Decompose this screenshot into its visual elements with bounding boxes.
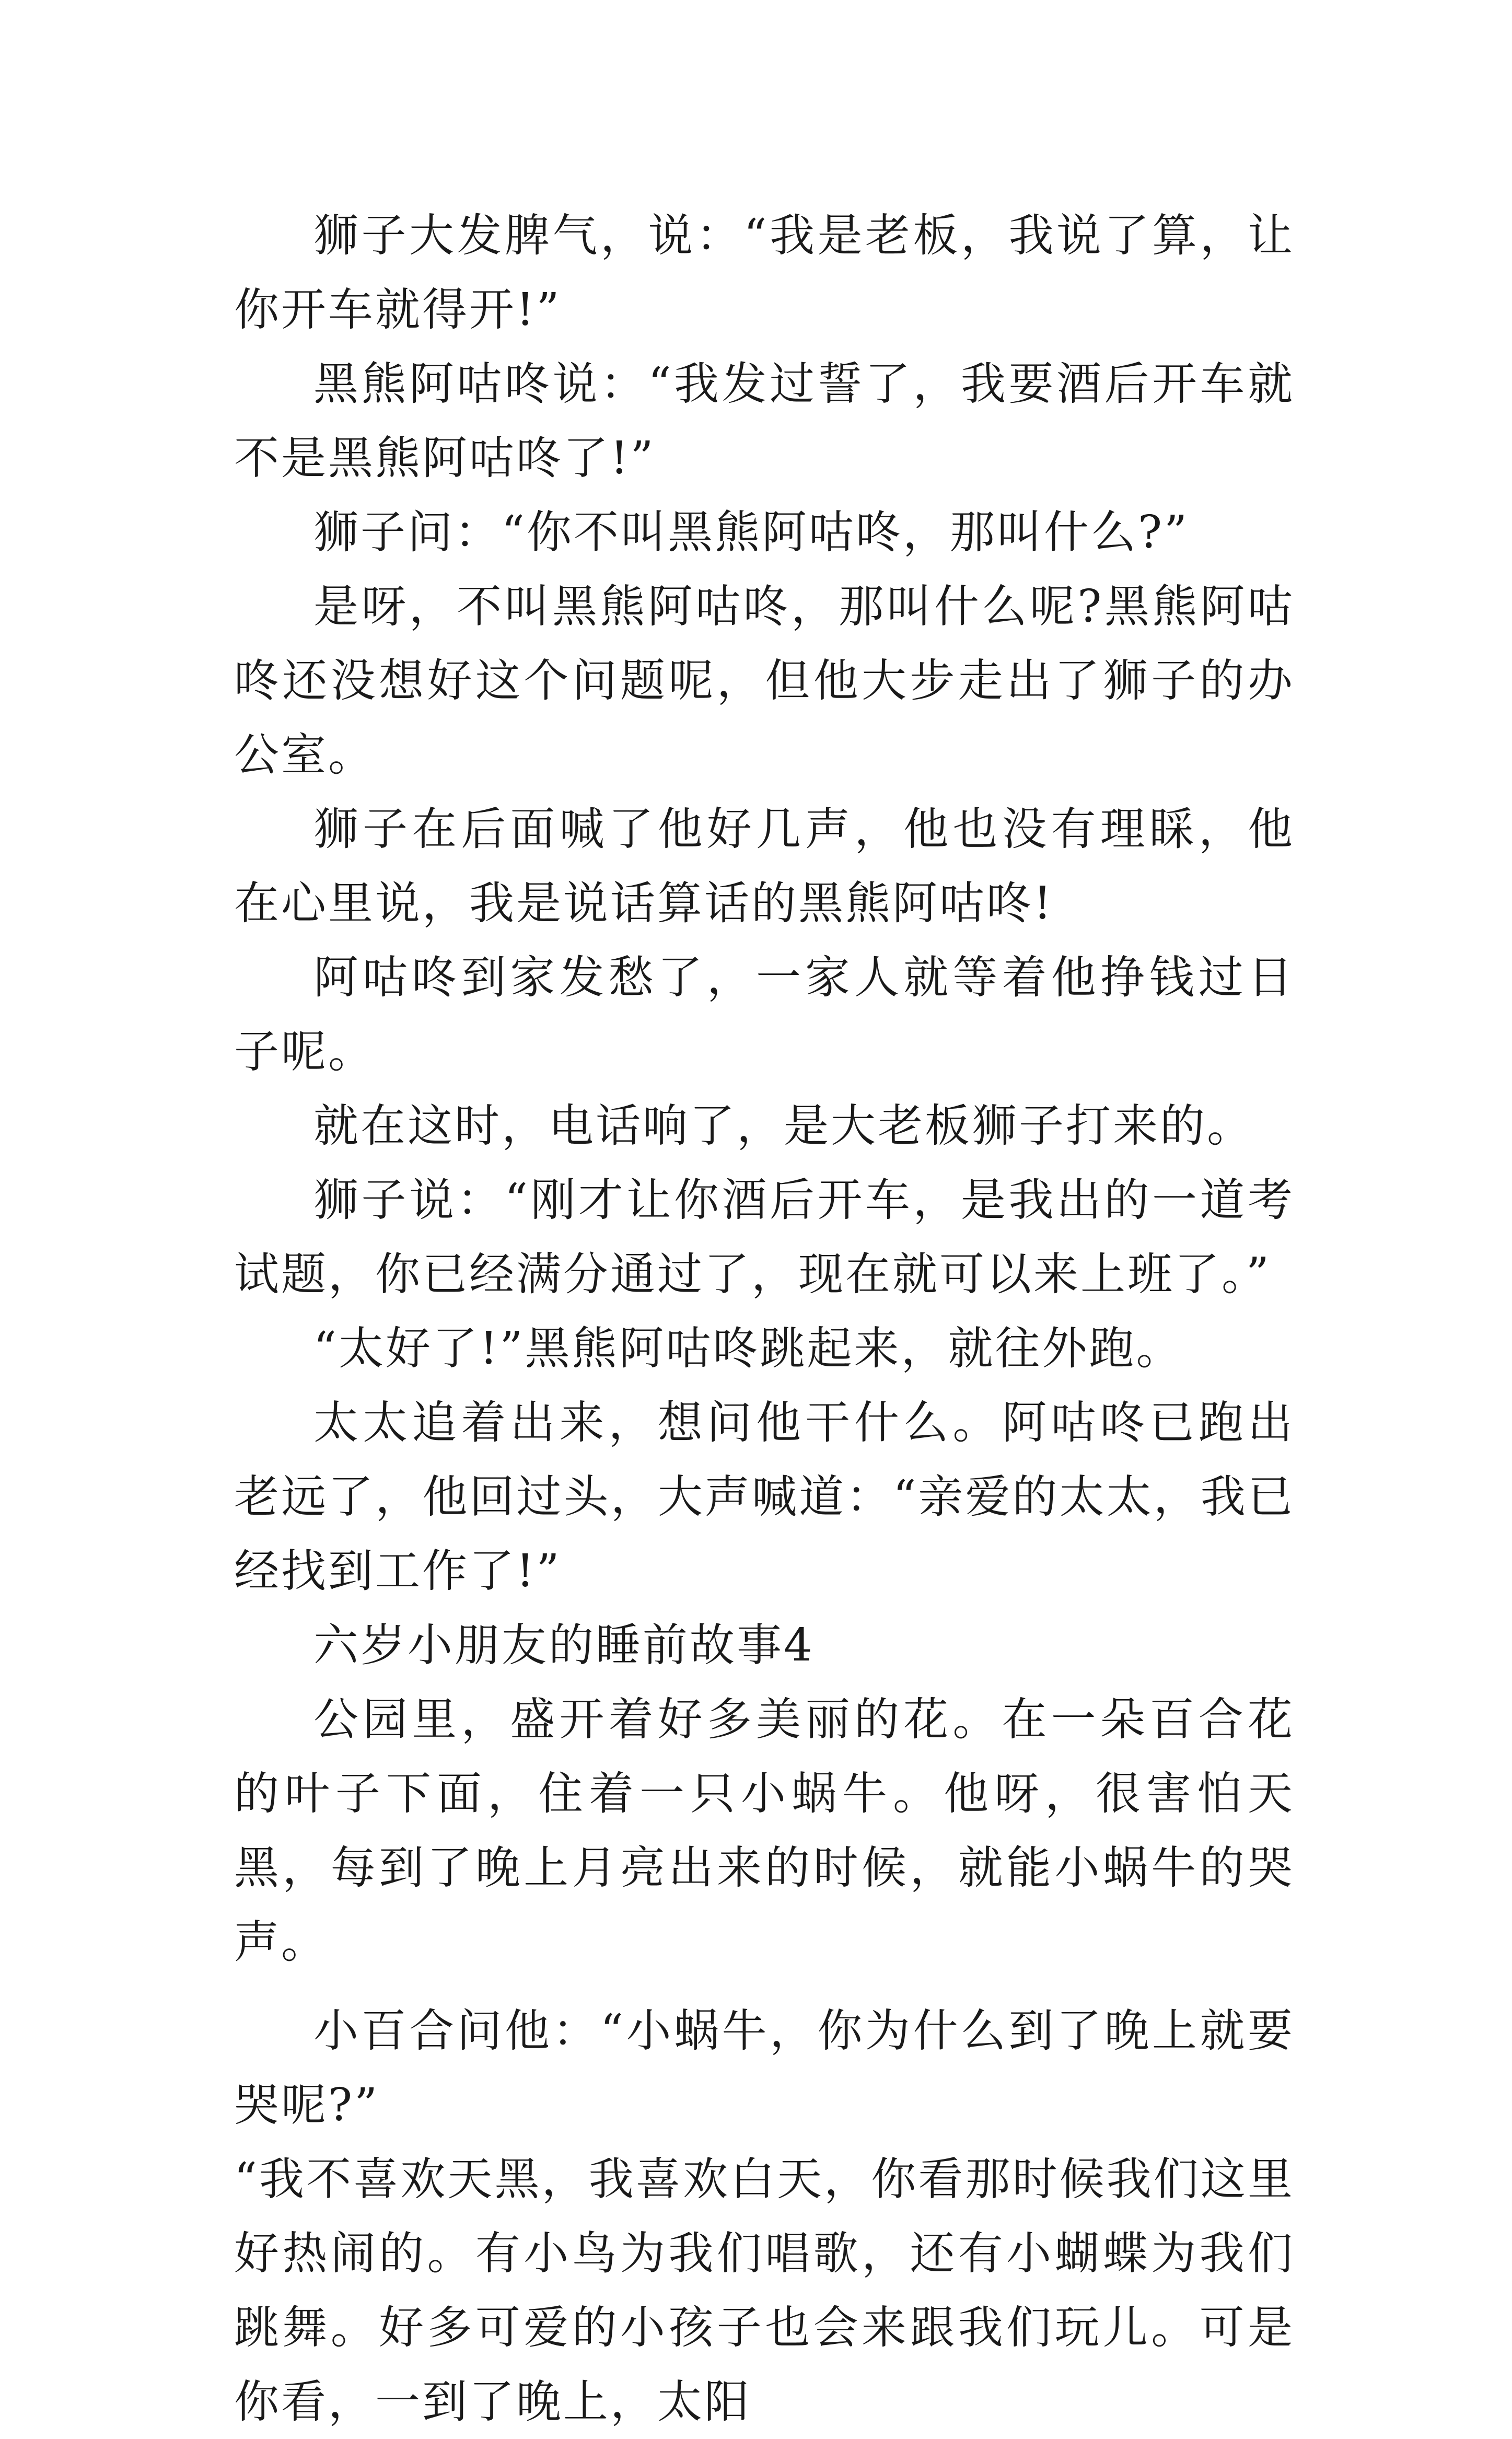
paragraph: 狮子在后面喊了他好几声，他也没有理睬，他在心里说，我是说话算话的黑熊阿咕咚! [234,803,1295,930]
paragraph: 黑熊阿咕咚说：“我发过誓了，我要酒后开车就不是黑熊阿咕咚了!” [234,358,1295,484]
section-heading: 六岁小朋友的睡前故事4 [313,1619,815,1671]
paragraph: 公园里，盛开着好多美丽的花。在一朵百合花的叶子下面，住着一只小蜗牛。他呀，很害怕天黑，每到了晚上月亮出来的时候，就能小蜗牛的哭声。 [234,1693,1295,1968]
paragraph: 狮子大发脾气，说：“我是老板，我说了算，让你开车就得开!” [234,210,1295,336]
paragraph: 狮子说：“刚才让你酒后开车，是我出的一道考试题，你已经满分通过了，现在就可以来上班了。” [234,1174,1295,1300]
paragraph: “太好了!”黑熊阿咕咚跳起来，就往外跑。 [313,1322,1183,1375]
paragraph: 阿咕咚到家发愁了，一家人就等着他挣钱过日子呢。 [234,951,1295,1078]
paragraph: 就在这时，电话响了，是大老板狮子打来的。 [313,1100,1254,1152]
document-page [234,199,1295,2439]
paragraph: 小百合问他：“小蜗牛，你为什么到了晚上就要哭呢?” [234,2005,1295,2131]
paragraph: 太太追着出来，想问他干什么。阿咕咚已跑出老远了，他回过头，大声喊道：“亲爱的太太，我已经找到工作了!” [234,1397,1295,1597]
paragraph: 狮子问：“你不叫黑熊阿咕咚，那叫什么?” [313,506,1190,559]
paragraph: “我不喜欢天黑，我喜欢白天，你看那时候我们这里好热闹的。有小鸟为我们唱歌，还有小蝴蝶为我们跳舞。好多可爱的小孩子也会来跟我们玩儿。可是你看，一到了晚上，太阳 [234,2153,1295,2428]
paragraph: 是呀，不叫黑熊阿咕咚，那叫什么呢?黑熊阿咕咚还没想好这个问题呢，但他大步走出了狮子的办公室。 [234,580,1295,781]
